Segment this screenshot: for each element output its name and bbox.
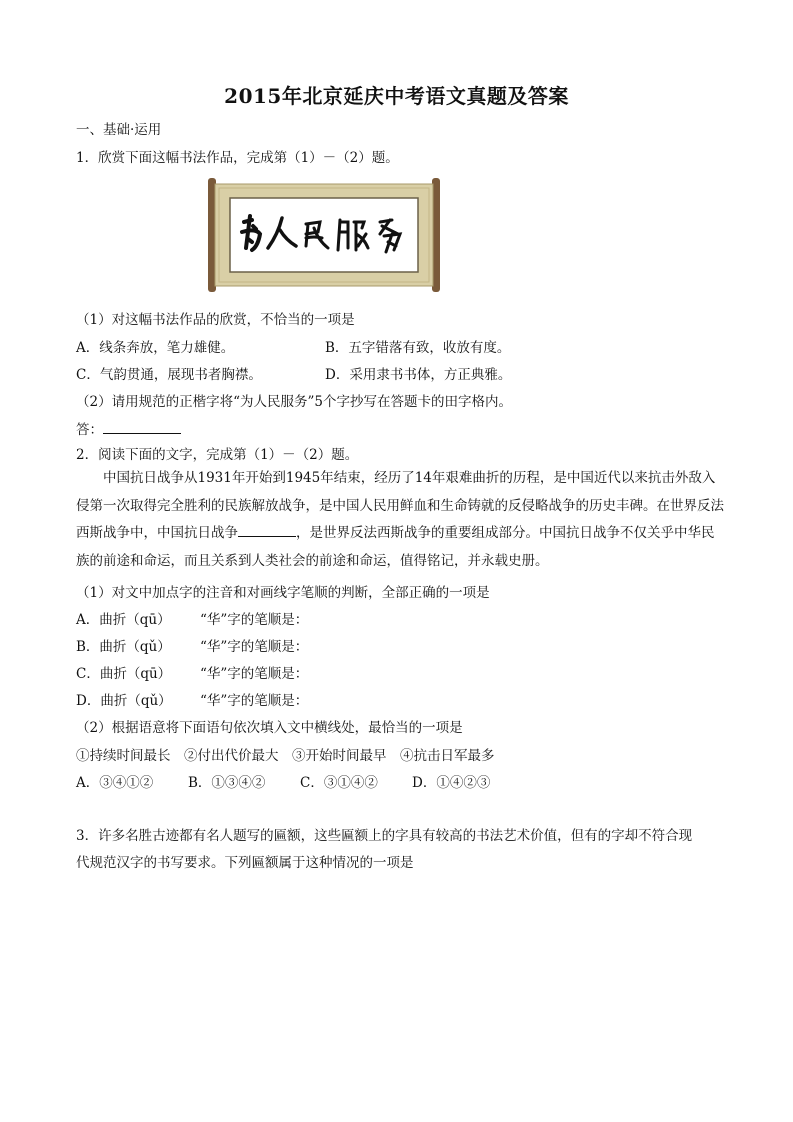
q1-option-a: A．线条奔放，笔力雄健。	[76, 340, 235, 356]
answer-label: 答：	[76, 422, 103, 438]
question-1-sub-1: （1）对这幅书法作品的欣赏，不恰当的一项是	[76, 312, 355, 328]
question-2-stem: 2．阅读下面的文字，完成第（1）－（2）题。	[76, 447, 359, 463]
q2-choice-c: C．③①④②	[300, 775, 378, 791]
question-2-sub-1: （1）对文中加点字的注音和对画线字笔顺的判断，全部正确的一项是	[76, 585, 490, 601]
passage-fill-blank	[238, 522, 296, 537]
passage-part-b: ，是世界反法西斯战争的重要组成部分。中国抗日战争不仅关乎中华民族的前途和命运，而且关系到人类社会的前途和命运，值得铭记，并永载史册。	[76, 525, 715, 569]
q2-option-d-label: D．曲折（qǔ）	[76, 693, 172, 709]
q2-choice-b: B．①③④②	[188, 775, 266, 791]
q2-fill-items: ①持续时间最长 ②付出代价最大 ③开始时间最早 ④抗击日军最多	[76, 748, 495, 764]
q2-option-b-stroke: “华”字的笔顺是：	[200, 639, 309, 655]
question-3-line-1: 3．许多名胜古迹都有名人题写的匾额，这些匾额上的字具有较高的书法艺术价值，但有的字却不符合现	[76, 828, 693, 844]
q2-option-c-stroke: “华”字的笔顺是：	[200, 666, 309, 682]
passage-part-a: 中国抗日战争从1931年开始到1945年结束，经历了14年艰难曲折的历程，是中国近代以来抗击外敌入侵第一次取得完全胜利的民族解放战争，是中国人民用鲜血和生命铸就的反侵略战争的历史丰碑。在世界反法西斯战争中，中国抗日战争	[76, 470, 724, 541]
q2-option-c-label: C．曲折（qū）	[76, 666, 172, 682]
section-heading: 一、基础·运用	[76, 122, 162, 138]
calligraphy-scroll-drawing	[206, 176, 442, 294]
q2-option-a-label: A．曲折（qū）	[76, 612, 171, 628]
page-title: 2015年北京延庆中考语文真题及答案	[224, 84, 569, 108]
q2-choice-d: D．①④②③	[412, 775, 491, 791]
q1-option-d: D．采用隶书书体，方正典雅。	[325, 367, 512, 383]
question-2-sub-2: （2）根据语意将下面语句依次填入文中横线处，最恰当的一项是	[76, 720, 463, 736]
q2-option-b-label: B．曲折（qǔ）	[76, 639, 171, 655]
q1-option-c: C．气韵贯通，展现书者胸襟。	[76, 367, 262, 383]
question-3-line-2: 代规范汉字的书写要求。下列匾额属于这种情况的一项是	[76, 855, 414, 871]
q1-option-b: B．五字错落有致，收放有度。	[325, 340, 511, 356]
answer-blank	[103, 419, 181, 434]
question-2-passage	[76, 465, 724, 575]
question-1-stem: 1．欣赏下面这幅书法作品，完成第（1）－（2）题。	[76, 150, 399, 166]
q2-option-a-stroke: “华”字的笔顺是：	[200, 612, 309, 628]
q2-choice-a: A．③④①②	[76, 775, 154, 791]
q1-answer-line	[76, 419, 181, 439]
q2-option-d-stroke: “华”字的笔顺是：	[200, 693, 309, 709]
calligraphy-scroll-image	[206, 176, 442, 294]
question-1-sub-2: （2）请用规范的正楷字将“为人民服务”5个字抄写在答题卡的田字格内。	[76, 394, 512, 410]
question-1-option-row-1	[76, 339, 234, 357]
